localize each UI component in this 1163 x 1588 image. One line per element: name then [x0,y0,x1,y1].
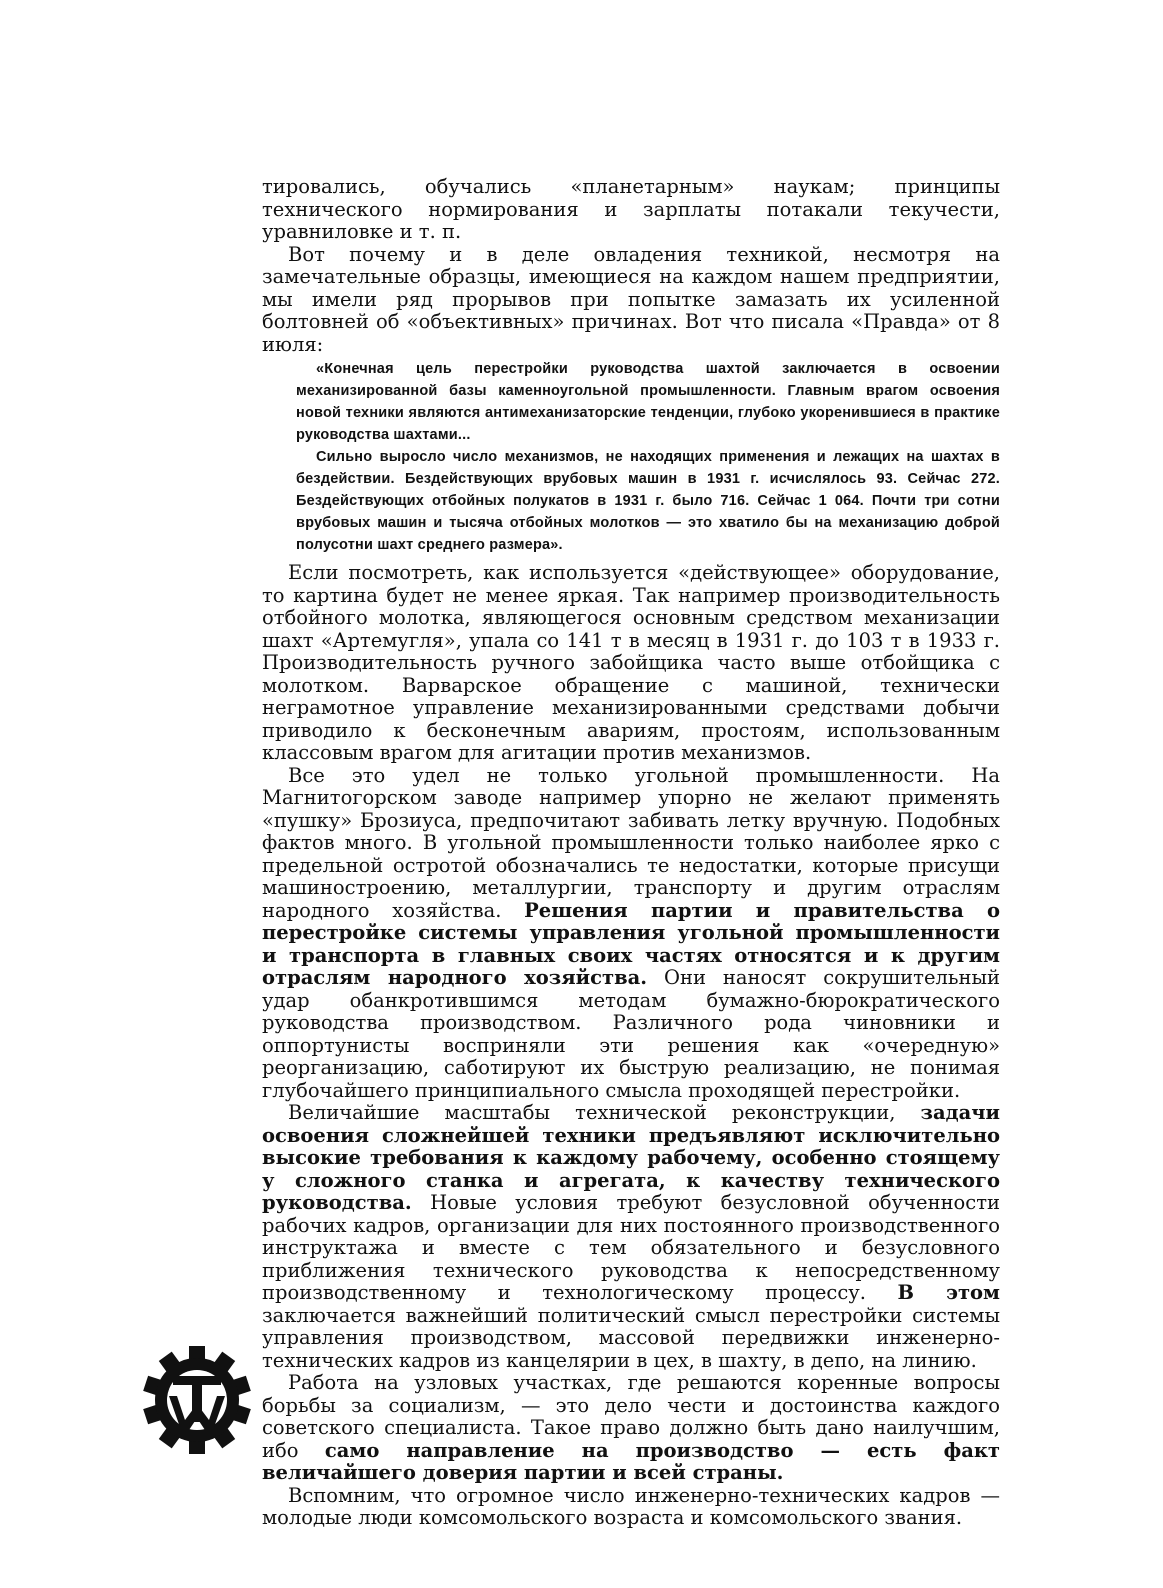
paragraph-4-text-a: Все это удел не только угольной промышленности. На Магнитогорском заводе например упорно не желают применять «пушку» Брозиуса, предпочитают забивать летку вручную. Подобных фактов много. В угольной промышленности только наиболее ярко с предельной остротой обозначались те недостатки, которые присущи машиностроению, металлургии, транспорту и другим отраслям народного хозяйства. [262,763,1000,922]
paragraph-5-text-b: Новые условия требуют безусловной обученности рабочих кадров, организации для них постоянного производственного инструктажа и вместе с тем обязательного и безусловного приближения технического руководства к непосредственному производственному и технологическому процессу. [262,1191,1001,1304]
paragraph-3: Если посмотреть, как используется «действующее» оборудование, то картина будет не менее яркая. Так например производительность отбойного молотка, являющегося основным средством механизации шахт «Артемугля», упала со 141 т в месяц в 1931 г. до 103 т в 1933 г. Производительность ручного забойщика часто выше отбойщика с молотком. Варварское обращение с машиной, технически неграмотное управление механизированными средствами добычи приводило к бесконечным авариям, простоям, использованным классовым врагом для агитации против механизмов. [262,561,1000,764]
paragraph-7: Вспомним, что огромное число инженерно-технических кадров — молодые люди комсомольского возраста и комсомольского звания. [262,1483,1000,1529]
paragraph-5-text-a: Величайшие масштабы технической реконструкции, [288,1101,896,1124]
paragraph-4-text-b: Они наносят сокрушительный удар обанкротившимся методам бумажно-бюрократического руководства производством. Различного рода чиновники и оппортунисты восприняли эти решения как «очередную» реорганизацию, саботируют их быструю реализацию, не понимая глубочайшего принципиального смысла проходящей перестройки. [262,966,1001,1102]
paragraph-6-text-a: Работа на узловых участках, где решаются коренные вопросы борьбы за социализм, — это дело чести и достоинства каждого советского специалиста. Такое право должно быть дано наилучшим, ибо [262,1371,1000,1462]
paragraph-5-text-c: заключается важнейший политический смысл перестройки системы управления производством, массовой передвижки инженерно-технических кадров из канцелярии в цех, в шахту, в депо, на линию. [262,1303,1000,1372]
paragraph-5-bold: задачи освоения сложнейшей техники предъявляют исключительно высокие требования к каждому рабочему, особенно стоящему у сложного станка и агрегата, к качеству технического руководства. [262,1101,1000,1214]
paragraph-4-bold: Решения партии и правительства о перестройке системы управления угольной промышленности и транспорта в главных своих частях относятся и к другим отраслям народного хозяйства. [262,898,1001,989]
paragraph-1: тировались, обучались «планетарным» наукам; принципы технического нормирования и зарплаты потакали текучести, уравниловке и т. п. [262,175,1000,243]
paragraph-5-bold-2: В этом [897,1281,1000,1304]
quote-paragraph-1: «Конечная цель перестройки руководства шахтой заключается в освоении механизированной базы каменноугольной промышленности. Главным врагом освоения новой техники являются антимеханизаторские тенденции, глубоко укоренившиеся в практике руководства шахтами... [296,361,1000,443]
paragraph-6 [262,1372,1000,1485]
pravda-quote [296,358,1000,556]
quote-paragraph-2: Сильно выросло число механизмов, не находящих применения и лежащих на шахтах в бездействии. Бездействующих врубовых машин в 1931 г. исчислялось 93. Сейчас 272. Бездействующих отбойных полукатов в 1931 г. было 716. Сейчас 1 064. Почти три сотни врубовых машин и тысяча отбойных молотков — это хватило бы на механизацию доброй полусотни шахт среднего размера». [296,449,1000,553]
gear-emblem-icon [143,1346,251,1454]
body-text [262,176,1000,1530]
paragraph-2: Вот почему и в деле овладения техникой, несмотря на замечательные образцы, имеющиеся на каждом нашем предприятии, мы имели ряд прорывов при попытке замазать их усиленной болтовней об «объективных» причинах. Вот что писала «Правда» от 8 июля: [262,242,1000,356]
paragraph-5 [262,1102,1000,1372]
paragraph-4 [262,765,1000,1103]
paragraph-6-bold: само направление на производство — есть факт величайшего доверия партии и всей страны. [262,1438,1000,1484]
